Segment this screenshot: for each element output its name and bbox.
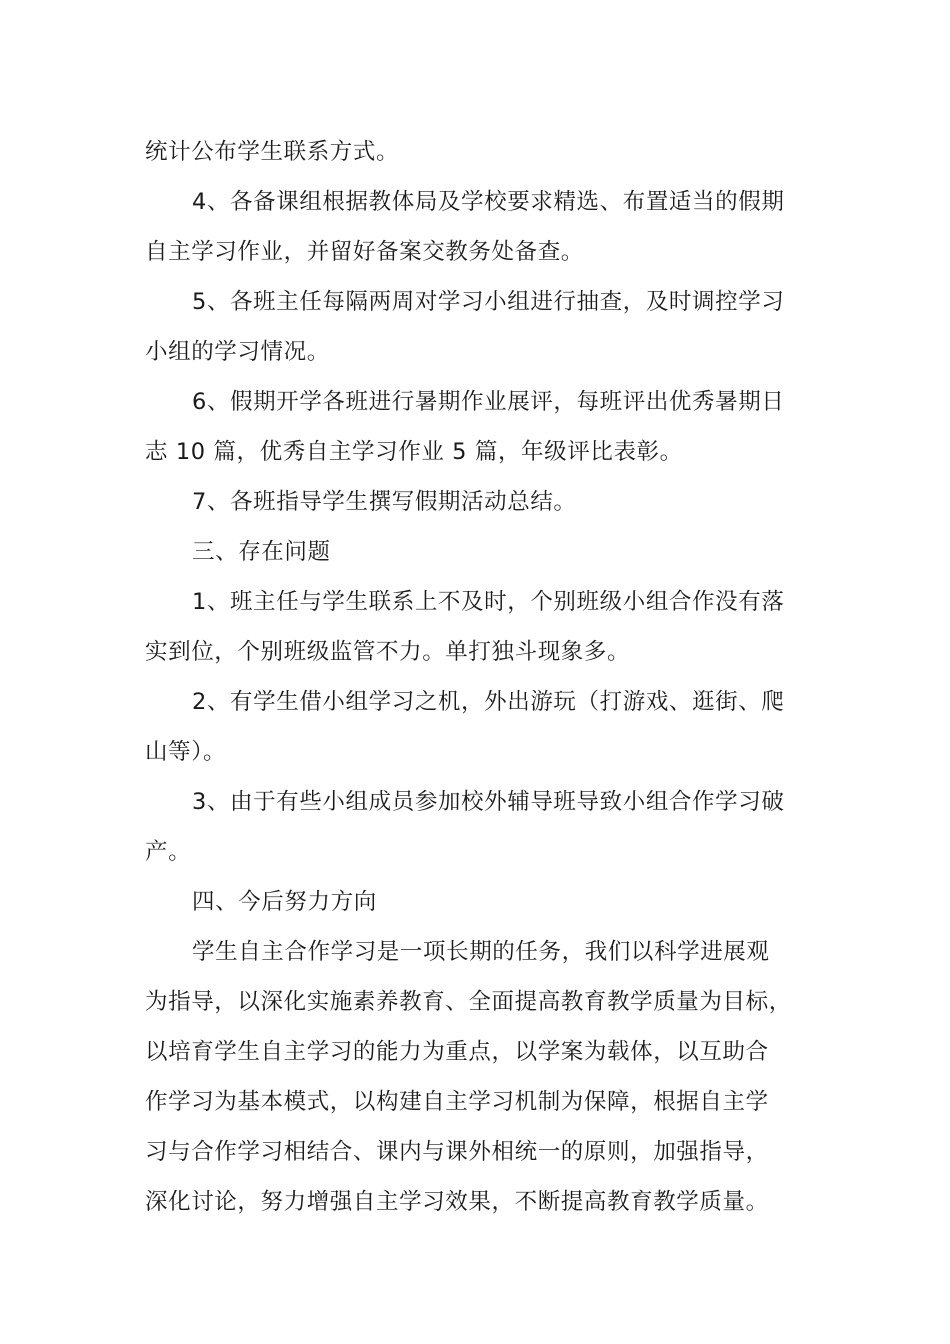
document-body — [145, 127, 815, 1227]
paragraph-problem-2 — [145, 677, 815, 777]
paragraph-contact-publish — [145, 127, 815, 177]
paragraph-item-6 — [145, 377, 815, 477]
text-line: 6、假期开学各班进行暑期作业展评，每班评出优秀暑期日 — [192, 389, 785, 415]
text-line: 山等）。 — [145, 739, 227, 765]
section-heading-future — [145, 877, 815, 927]
text-line: 3、由于有些小组成员参加校外辅导班导致小组合作学习破 — [192, 789, 785, 815]
paragraph-item-5 — [145, 277, 815, 377]
section-heading: 四、今后努力方向 — [192, 889, 377, 915]
text-line: 志 10 篇，优秀自主学习作业 5 篇，年级评比表彰。 — [145, 439, 683, 465]
text-line: 作学习为基本模式，以构建自主学习机制为保障，根据自主学 — [145, 1089, 769, 1115]
text-line: 4、各备课组根据教体局及学校要求精选、布置适当的假期 — [192, 189, 785, 215]
paragraph-problem-3 — [145, 777, 815, 877]
text-line: 学生自主合作学习是一项长期的任务，我们以科学进展观 — [192, 939, 770, 965]
text-line: 实到位，个别班级监管不力。单打独斗现象多。 — [145, 639, 631, 665]
text-line: 为指导，以深化实施素养教育、全面提高教育教学质量为目标， — [145, 989, 792, 1015]
text-line: 习与合作学习相结合、课内与课外相统一的原则，加强指导， — [145, 1139, 769, 1165]
paragraph-problem-1 — [145, 577, 815, 677]
paragraph-future-direction — [145, 927, 815, 1227]
text-line: 统计公布学生联系方式。 — [145, 139, 400, 165]
section-heading: 三、存在问题 — [192, 539, 331, 565]
text-line: 以培育学生自主学习的能力为重点，以学案为载体，以互助合 — [145, 1039, 769, 1065]
text-line: 7、各班指导学生撰写假期活动总结。 — [192, 489, 577, 515]
paragraph-item-7 — [145, 477, 815, 527]
text-line: 深化讨论，努力增强自主学习效果，不断提高教育教学质量。 — [145, 1189, 769, 1215]
text-line: 小组的学习情况。 — [145, 339, 330, 365]
section-heading-problems — [145, 527, 815, 577]
paragraph-item-4 — [145, 177, 815, 277]
text-line: 1、班主任与学生联系上不及时，个别班级小组合作没有落 — [192, 589, 785, 615]
text-line: 自主学习作业，并留好备案交教务处备查。 — [145, 239, 584, 265]
text-line: 5、各班主任每隔两周对学习小组进行抽查，及时调控学习 — [192, 289, 785, 315]
text-line: 2、有学生借小组学习之机，外出游玩（打游戏、逛街、爬 — [192, 689, 785, 715]
text-line: 产。 — [145, 839, 192, 865]
